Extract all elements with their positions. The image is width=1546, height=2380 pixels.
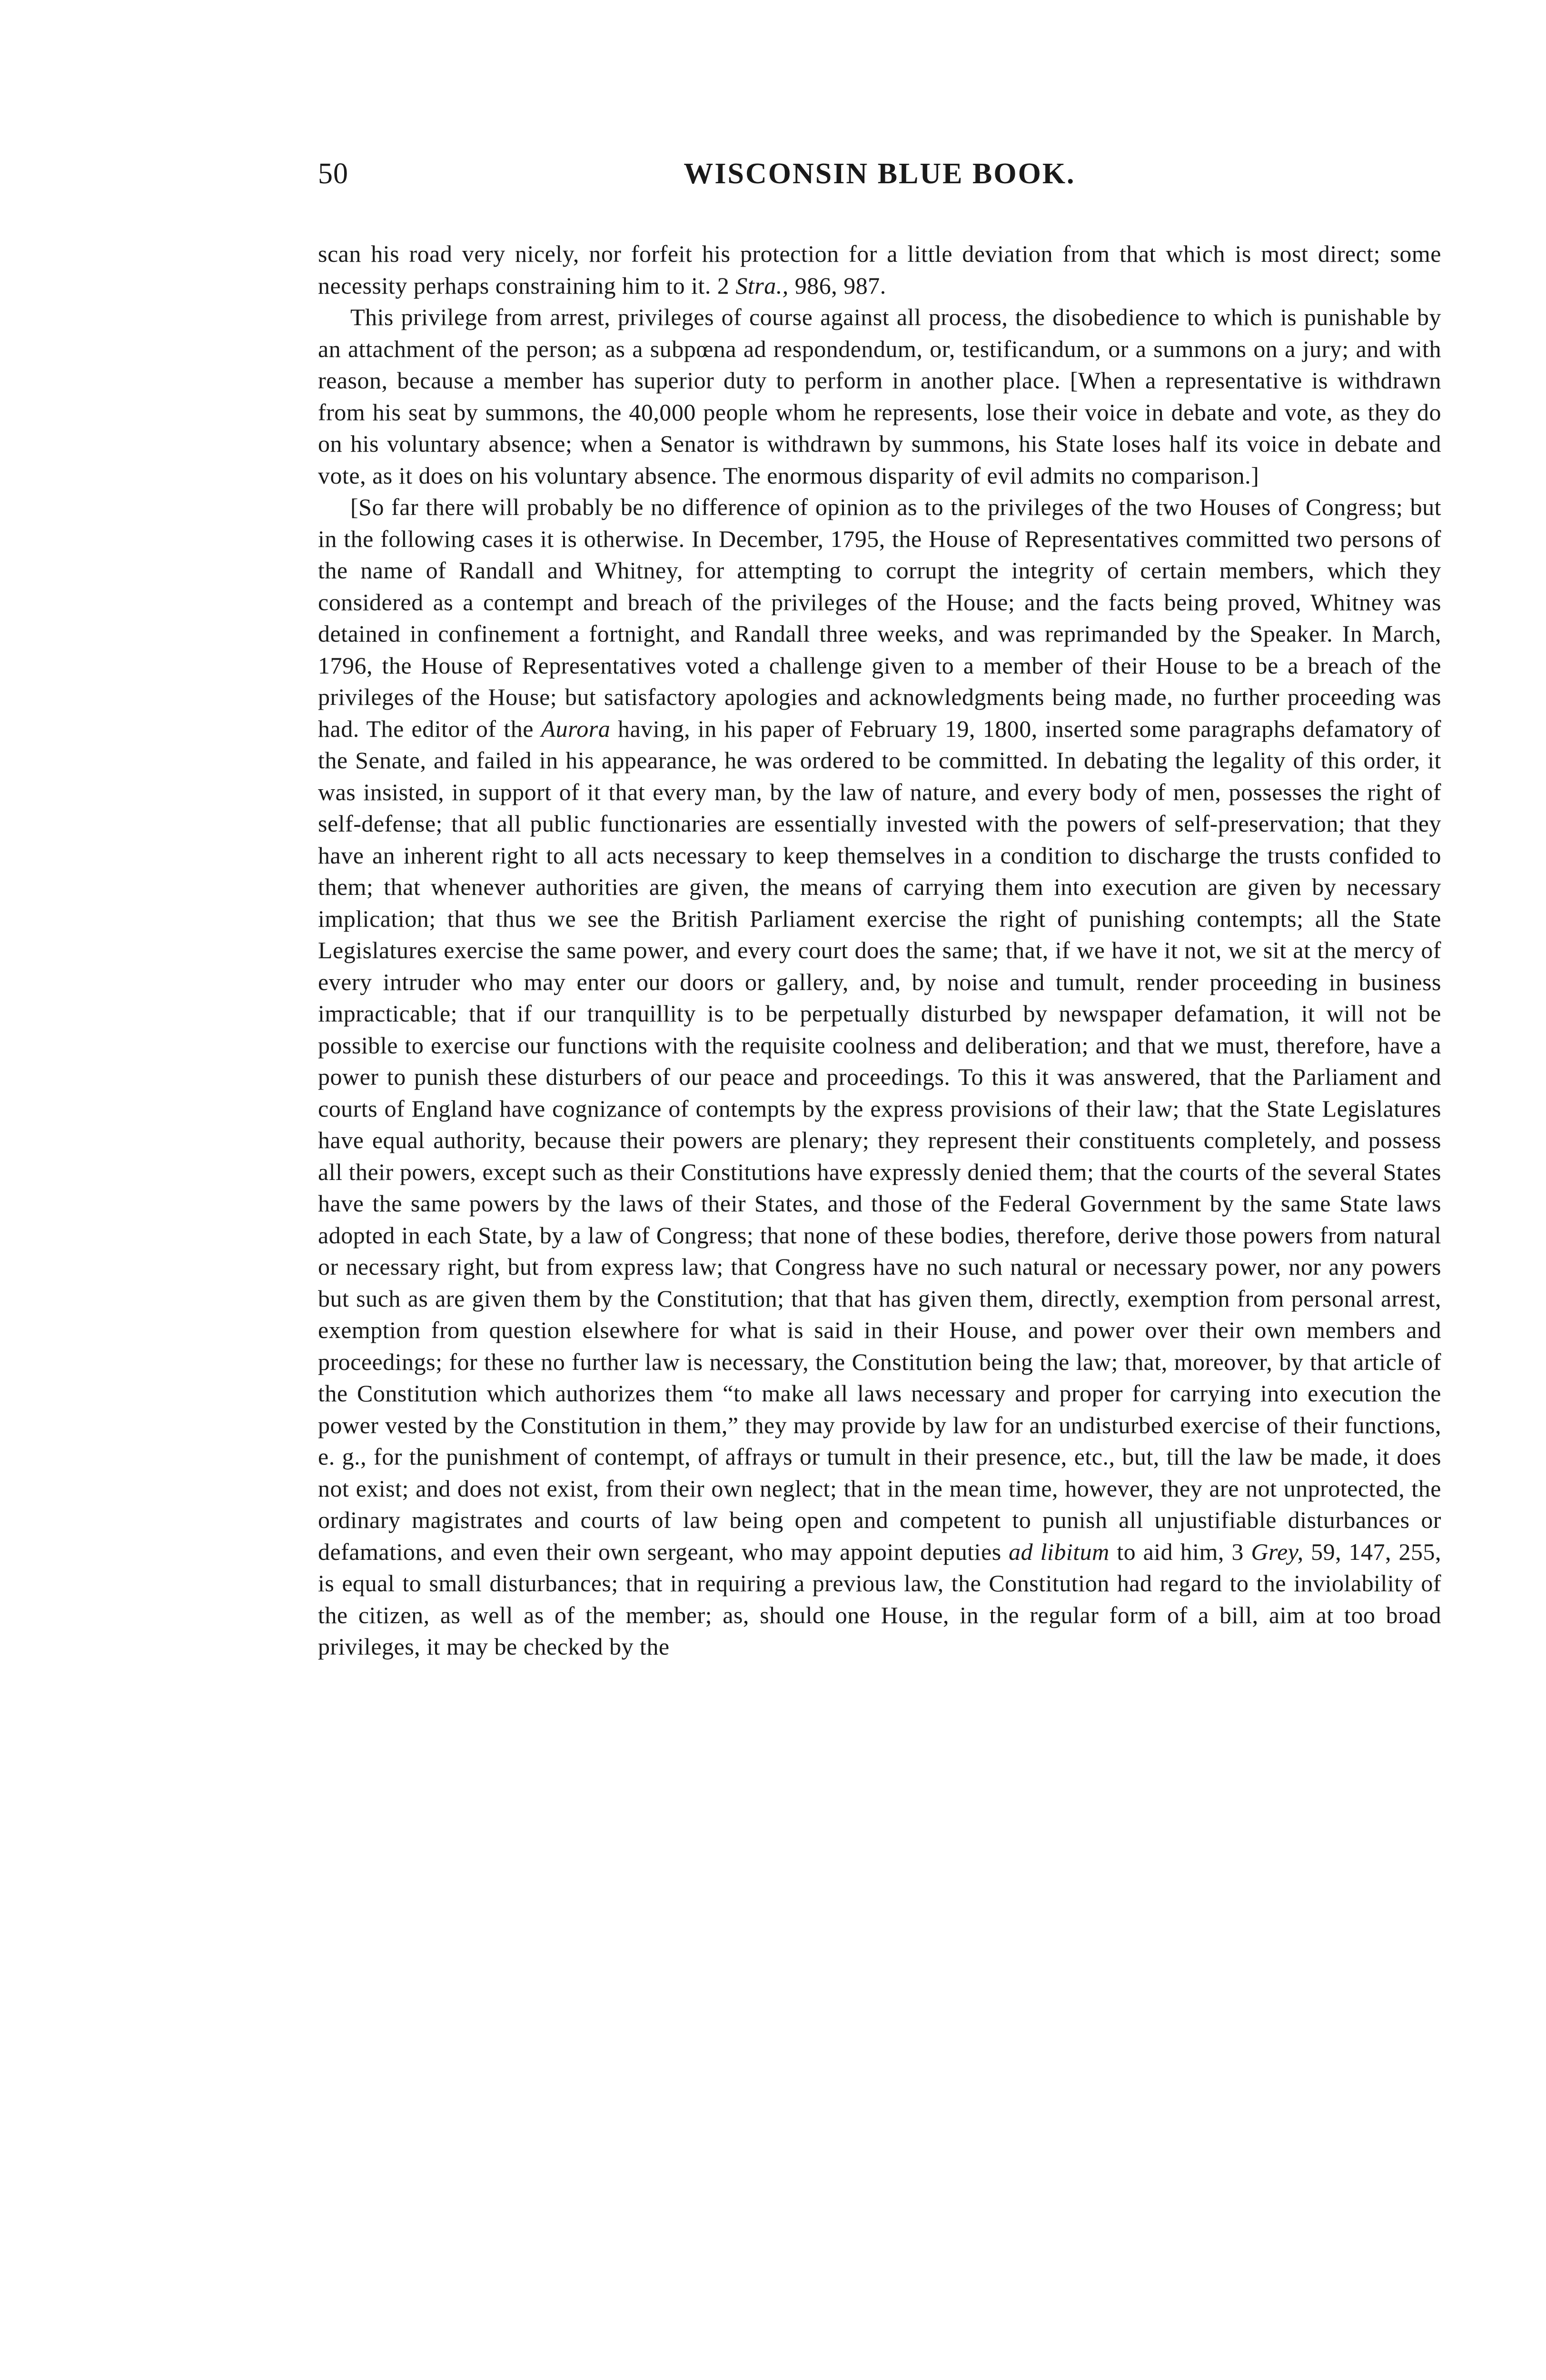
page-header	[318, 152, 1441, 195]
body-text	[318, 238, 1441, 1663]
text-run: 59, 147, 255, is equal to small disturbances; that in requiring a previous law, the Constitution had regard to the inviolability of the citizen, as well as of the member; as, should one House, in the regular form of a bill, aim at too broad privileges, it may be checked by the	[318, 1538, 1442, 1660]
italic-text: Grey,	[1251, 1538, 1304, 1565]
page-number: 50	[318, 158, 348, 190]
running-head: WISCONSIN BLUE BOOK.	[684, 158, 1076, 190]
text-run: This privilege from arrest, privileges of course against all process, the disobedience to which is punishable by an attachment of the person; as a subpœna ad respondendum, or, testificandum, or a summons on a jury; and with reason, because a member has superior duty to perform in another place. [When a representative is withdrawn from his seat by summons, the 40,000 people whom he represents, lose their voice in debate and vote, as they do on his voluntary absence; when a Senator is withdrawn by summons, his State loses half its voice in debate and vote, as it does on his voluntary absence. The enormous disparity of evil admits no comparison.]	[318, 304, 1441, 489]
text-run: 986, 987.	[788, 272, 886, 299]
italic-text: Aurora	[541, 715, 611, 742]
italic-text: Stra.,	[735, 272, 789, 299]
italic-text: ad libitum	[1009, 1538, 1110, 1565]
text-run: scan his road very nicely, nor forfeit his protection for a little deviation from that which is most direct; some necessity perhaps constraining him to it. 2	[318, 240, 1441, 299]
text-run: to aid him, 3	[1109, 1538, 1251, 1565]
paragraph-2	[318, 301, 1441, 491]
text-run: having, in his paper of February 19, 1800, inserted some paragraphs defamatory of the Senate, and failed in his appearance, he was ordered to be committed. In debating the legality of this order, it was insisted, in support of it that every man, by the law of nature, and every body of men, possesses the right of self-defense; that all public functionaries are essentially invested with the powers of self-preservation; that they have an inherent right to all acts necessary to keep themselves in a condition to discharge the trusts confided to them; that whenever authorities are given, the means of carrying them into execution are given by necessary implication; that thus we see the British Parliament exercise the right of punishing contempts; all the State Legislatures exercise the same power, and every court does the same; that, if we have it not, we sit at the mercy of every intruder who may enter our doors or gallery, and, by noise and tumult, render proceeding in business impracticable; that if our tranquillity is to be perpetually disturbed by newspaper defamation, it will not be possible to exercise our functions with the requisite coolness and deliberation; and that we must, therefore, have a power to punish these disturbers of our peace and proceedings. To this it was answered, that the Parliament and courts of England have cognizance of contempts by the express provisions of their law; that the State Legislatures have equal authority, because their powers are plenary; they represent their constituents completely, and possess all their powers, except such as their Constitutions have expressly denied them; that the courts of the several States have the same powers by the laws of their States, and those of the Federal Government by the same State laws adopted in each State, by a law of Congress; that none of these bodies, therefore, derive those powers from natural or necessary right, but from express law; that Congress have no such natural or necessary power, nor any powers but such as are given them by the Constitution; that that has given them, directly, exemption from personal arrest, exemption from question elsewhere for what is said in their House, and power over their own members and proceedings; for these no further law is necessary, the Constitution being the law; that, moreover, by that article of the Constitution which authorizes them “to make all laws necessary and proper for carrying into execution the power vested by the Constitution in them,” they may provide by law for an undisturbed exercise of their functions, e. g., for the punishment of contempt, of affrays or tumult in their presence, etc., but, till the law be made, it does not exist; and does not exist, from their own neglect; that in the mean time, however, they are not unprotected, the ordinary magistrates and courts of law being open and competent to punish all unjustifiable disturbances or defamations, and even their own sergeant, who may appoint deputies	[318, 715, 1441, 1565]
text-run: [So far there will probably be no difference of opinion as to the privileges of the two Houses of Congress; but in the following cases it is otherwise. In December, 1795, the House of Representatives committed two persons of the name of Randall and Whitney, for attempting to corrupt the integrity of certain members, which they considered as a contempt and breach of the privileges of the House; and the facts being proved, Whitney was detained in confinement a fortnight, and Randall three weeks, and was reprimanded by the Speaker. In March, 1796, the House of Representatives voted a challenge given to a member of their House to be a breach of the privileges of the House; but satisfactory apologies and acknowledgments being made, no further proceeding was had. The editor of the	[318, 494, 1441, 742]
paragraph-1	[318, 238, 1441, 301]
paragraph-3	[318, 491, 1441, 1663]
